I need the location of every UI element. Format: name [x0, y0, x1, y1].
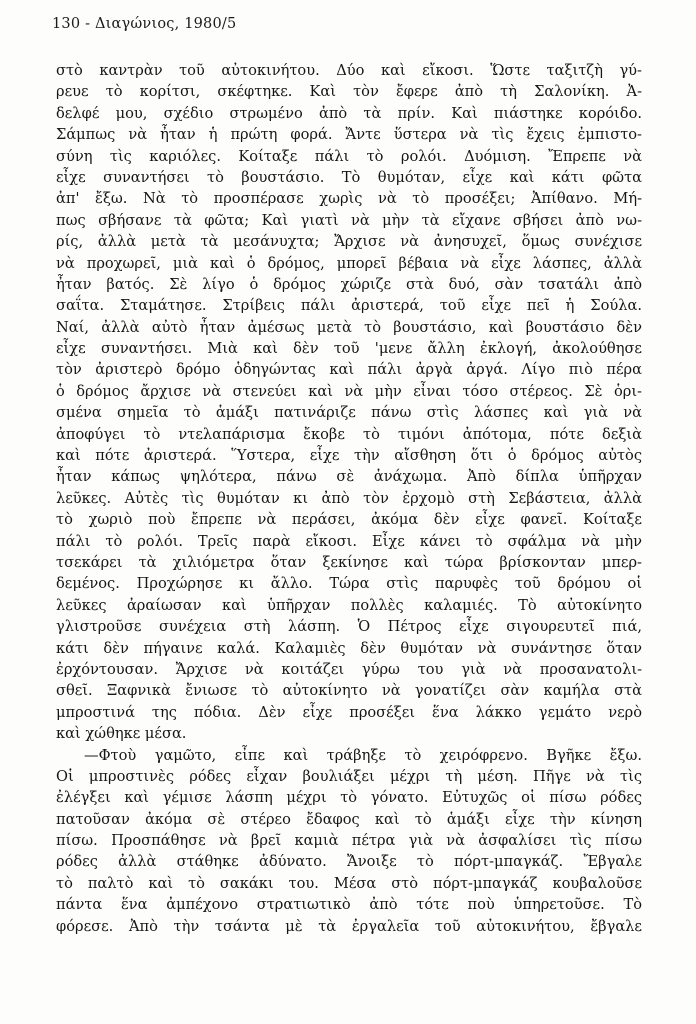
text-line: ρίς, ἀλλὰ μετὰ τὰ μεσάνυχτα; Ἄρχισε νὰ ἀνησυχεῖ, ὅμως συνέχισε — [56, 233, 642, 251]
text-line: σαΐτα. Σταμάτησε. Στρίβεις πάλι ἀριστερά, τοῦ εἶχε πεῖ ἡ Σούλα. — [56, 297, 642, 315]
text-line: ἐλέγξει καὶ γέμισε λάσπη μέχρι τὸ γόνατο. Εὐτυχῶς οἱ πίσω ρόδες — [56, 789, 642, 807]
text-line: τὸ χωριὸ ποὺ ἔπρεπε νὰ περάσει, ἀκόμα δὲν εἶχε φανεῖ. Κοίταξε — [56, 511, 642, 529]
running-head: 130 - Διαγώνιος, 1980/5 — [52, 16, 237, 32]
text-line: ἀποφύγει τὸ ντελαπάρισμα ἔκοβε τὸ τιμόνι ἀπότομα, πότε δεξιὰ — [56, 425, 642, 443]
text-line: πάντα ἕνα ἀμπέχονο στρατιωτικὸ ἀπὸ τότε ποὺ ὑπηρετοῦσε. Τὸ — [56, 896, 642, 914]
text-line: γλιστροῦσε συνέχεια στὴ λάσπη. Ὁ Πέτρος εἶχε σιγουρευτεῖ πιά, — [56, 618, 642, 636]
text-line: λεῦκες. Αὐτὲς τὶς θυμόταν κι ἀπὸ τὸν ἐρχομὸ στὴ Σεβάστεια, ἀλλὰ — [56, 489, 642, 507]
text-line: φόρεσε. Ἀπὸ τὴν τσάντα μὲ τὰ ἐργαλεῖα τοῦ αὐτοκινήτου, ἔβγαλε — [56, 917, 642, 935]
text-line: κάτι δὲν πήγαινε καλά. Καλαμιὲς δὲν θυμόταν νὰ συνάντησε ὅταν — [56, 639, 642, 657]
text-line: —Φτοὺ γαμῶτο, εἶπε καὶ τράβηξε τὸ χειρόφρενο. Βγῆκε ἔξω. — [84, 746, 642, 764]
text-line: Σάμπως νὰ ἦταν ἡ πρώτη φορά. Ἄντε ὕστερα νὰ τὶς ἔχεις ἐμπιστο- — [56, 126, 642, 144]
text-line: πάλι τὸ ρολόι. Τρεῖς παρὰ εἴκοσι. Εἶχε κάνει τὸ σφάλμα νὰ μὴν — [56, 532, 642, 550]
text-line: τὸν ἀριστερὸ δρόμο ὁδηγώντας καὶ πάλι ἀργὰ ἀργά. Λίγο πιὸ πέρα — [56, 361, 642, 379]
text-line: σύνη τὶς καριόλες. Κοίταξε πάλι τὸ ρολόι. Δυόμιση. Ἔπρεπε νὰ — [56, 147, 642, 165]
text-line: πως σβήσανε τὰ φῶτα; Καὶ γιατὶ νὰ μὴν τὰ εἴχανε σβήσει ἀπὸ νω- — [56, 211, 642, 229]
text-line: πίσω. Προσπάθησε νὰ βρεῖ καμιὰ πέτρα γιὰ νὰ ἀσφαλίσει τὶς πίσω — [56, 832, 642, 850]
text-line: μπροστινά της πόδια. Δὲν εἶχε προσέξει ἕνα λάκκο γεμάτο νερὸ — [56, 703, 642, 721]
text-line: Οἱ μπροστινὲς ρόδες εἶχαν βουλιάξει μέχρι τὴ μέση. Πῆγε νὰ τὶς — [56, 767, 642, 785]
text-line: ὁ δρόμος ἄρχισε νὰ στενεύει καὶ νὰ μὴν εἶναι τόσο στέρεος. Σὲ ὁρι- — [56, 382, 642, 400]
text-line: εἶχε συναντήσει. Μιὰ καὶ δὲν τοῦ 'μενε ἄλλη ἐκλογή, ἀκολούθησε — [56, 340, 642, 358]
text-line: ἦταν βατός. Σὲ λίγο ὁ δρόμος χώριζε στὰ δυό, σὰν τσατάλι ἀπὸ — [56, 275, 642, 293]
text-line: ἦταν κάπως ψηλότερα, πάνω σὲ ἀνάχωμα. Ἀπὸ δίπλα ὑπῆρχαν — [56, 468, 642, 486]
text-line: ἐρχόντουσαν. Ἄρχισε νὰ κοιτάζει γύρω του γιὰ νὰ προσανατολι- — [56, 660, 642, 678]
body-text — [56, 60, 642, 937]
text-line: τὸ παλτὸ καὶ τὸ σακάκι του. Μέσα στὸ πόρτ-μπαγκάζ κουβαλοῦσε — [56, 874, 642, 892]
text-line: λεῦκες ἀραίωσαν καὶ ὑπῆρχαν πολλὲς καλαμιές. Τὸ αὐτοκίνητο — [56, 596, 642, 614]
text-line: εἶχε συναντήσει τὸ βουστάσιο. Τὸ θυμόταν, εἶχε καὶ κάτι φῶτα — [56, 168, 642, 186]
text-line: στὸ καντρὰν τοῦ αὐτοκινήτου. Δύο καὶ εἴκοσι. Ὥστε ταξιτζὴ γύ- — [56, 62, 642, 79]
text-line: καὶ χώθηκε μέσα. — [56, 725, 187, 743]
text-line: δεμένος. Προχώρησε κι ἄλλο. Τώρα στὶς παρυφὲς τοῦ δρόμου οἱ — [56, 575, 642, 593]
text-line: σθεῖ. Ξαφνικὰ ἔνιωσε τὸ αὐτοκίνητο νὰ γονατίζει σὰν καμήλα στὰ — [56, 682, 642, 700]
paragraph — [56, 60, 642, 745]
text-line: ρόδες ἀλλὰ στάθηκε ἀδύνατο. Ἄνοιξε τὸ πόρτ-μπαγκάζ. Ἔβγαλε — [56, 853, 642, 871]
text-line: νὰ προχωρεῖ, μιὰ καὶ ὁ δρόμος, μπορεῖ βέβαια νὰ εἶχε λάσπες, ἀλλὰ — [56, 254, 642, 272]
text-line: πατοῦσαν ἀκόμα σὲ στέρεο ἔδαφος καὶ τὸ ἁμάξι εἶχε τὴν κίνηση — [56, 810, 642, 828]
text-line: Ναί, ἀλλὰ αὐτὸ ἦταν ἀμέσως μετὰ τὸ βουστάσιο, καὶ βουστάσιο δὲν — [56, 318, 642, 336]
text-line: ρευε τὸ κορίτσι, σκέφτηκε. Καὶ τὸν ἔφερε ἀπὸ τὴ Σαλονίκη. Ἀ- — [56, 83, 642, 101]
text-line: καὶ πότε ἀριστερά. Ὕστερα, εἶχε τὴν αἴσθηση ὅτι ὁ δρόμος αὐτὸς — [56, 447, 642, 465]
text-line: τσεκάρει τὰ χιλιόμετρα ὅταν ξεκίνησε καὶ τώρα βρίσκονταν μπερ- — [56, 553, 642, 571]
text-line: σμένα σημεῖα τὸ ἁμάξι πατινάριζε πάνω στὶς λάσπες καὶ γιὰ νὰ — [56, 404, 642, 422]
paragraph — [56, 745, 642, 938]
text-line: ἀπ' ἔξω. Νὰ τὸ προσπέρασε χωρὶς νὰ τὸ προσέξει; Ἀπίθανο. Μή- — [56, 190, 642, 208]
text-line: δελφέ μου, σχέδιο στρωμένο ἀπὸ τὰ πρίν. Καὶ πιάστηκε κορόιδο. — [56, 104, 642, 122]
